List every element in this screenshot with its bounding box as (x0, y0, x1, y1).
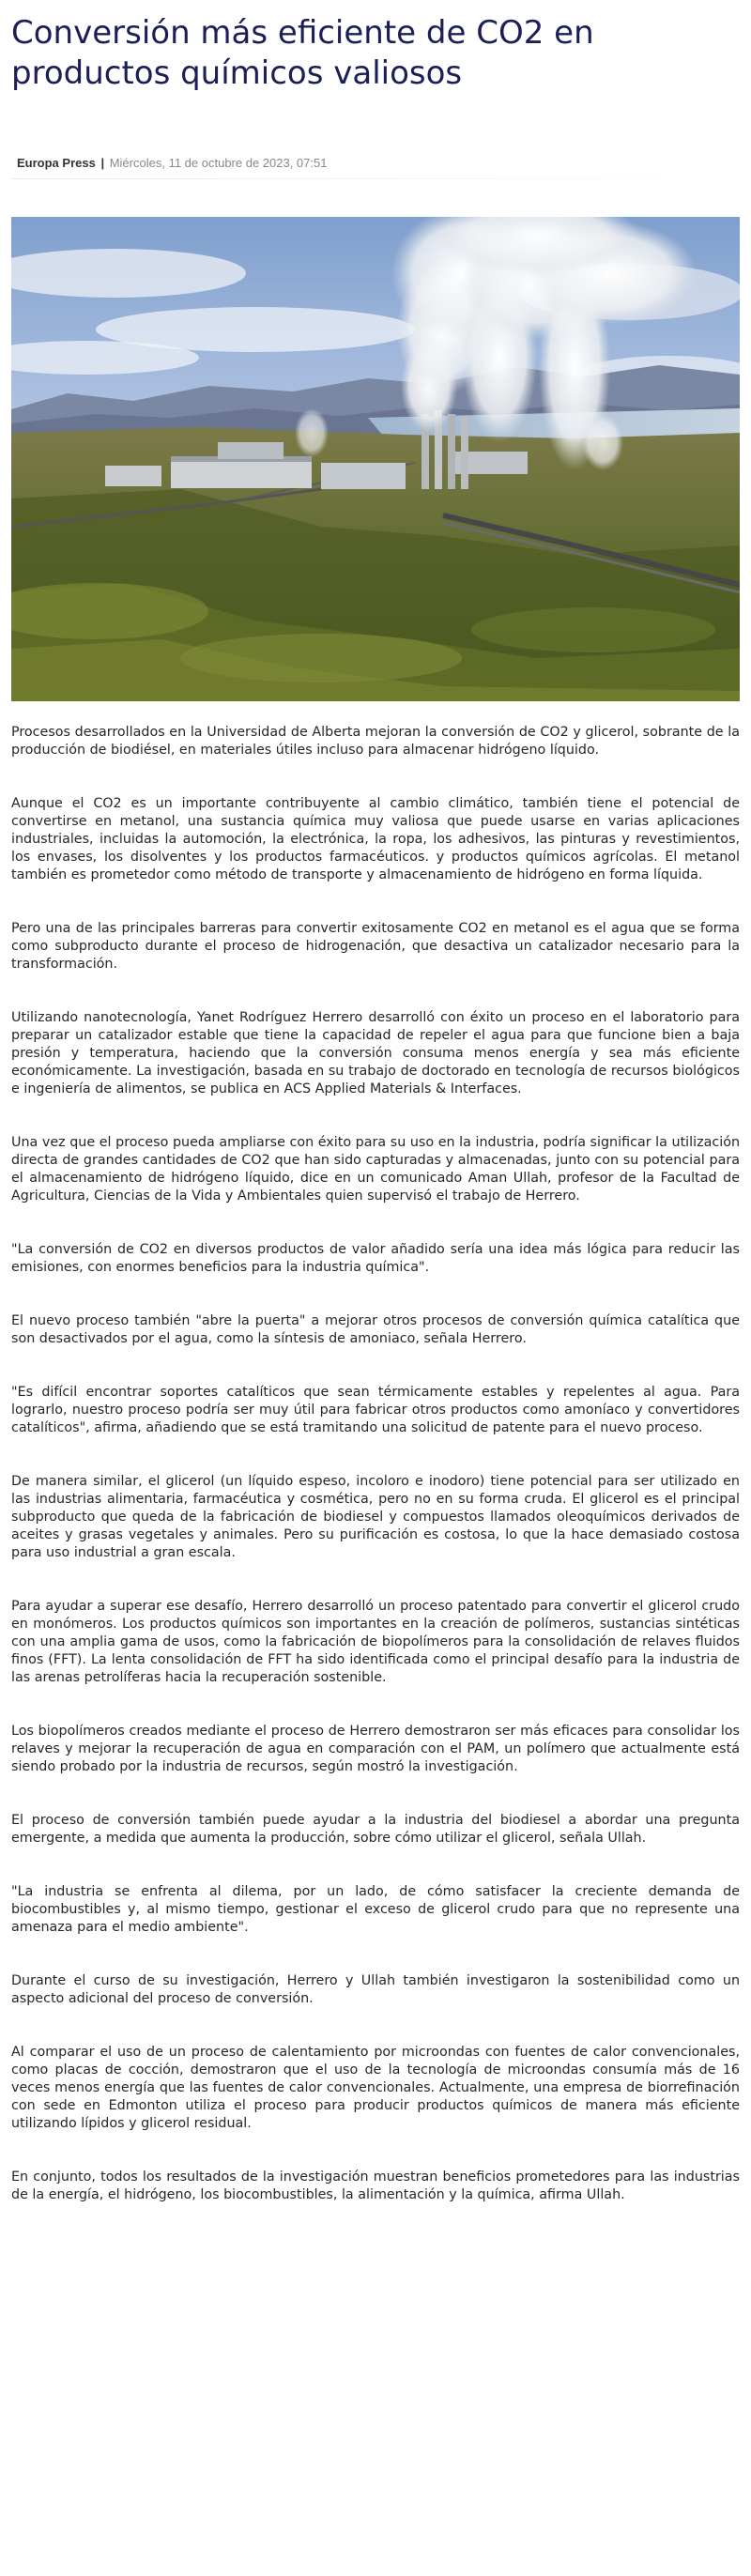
article-paragraph: El nuevo proceso también "abre la puerta" a mejorar otros procesos de conversión química catalítica que son desactivados por el agua, como la síntesis de amoniaco, señala Herrero. (11, 1313, 740, 1346)
geothermal-plant-photo (11, 217, 740, 701)
article-quote: "La conversión de CO2 en diversos productos de valor añadido sería una idea más lógica para reducir las emisiones, con enormes beneficios para la industria química". (11, 1242, 740, 1275)
article-paragraph: Al comparar el uso de un proceso de calentamiento por microondas con fuentes de calor convencionales, como placas de cocción, demostraron que el uso de la tecnología de microondas consumía más de 16 veces menos energía que las fuentes de calor convencionales. Actualmente, una empresa de biorrefinación con sede en Edmonton utiliza el proceso para producir productos químicos de manera más eficiente utilizando lípidos y glicerol residual. (11, 2045, 740, 2131)
article-quote: "Es difícil encontrar soportes catalíticos que sean térmicamente estables y repelentes al agua. Para lograrlo, nuestro proceso podría ser muy útil para fabricar otros productos como amoníaco y convertidores catalíticos", afirma, añadiendo que se está tramitando una solicitud de patente para el nuevo proceso. (11, 1385, 740, 1435)
article-paragraph: Procesos desarrollados en la Universidad de Alberta mejoran la conversión de CO2 y glicerol, sobrante de la producción de biodiésel, en materiales útiles incluso para almacenar hidrógeno líquido. (11, 725, 740, 758)
article-paragraph: Aunque el CO2 es un importante contribuyente al cambio climático, también tiene el potencial de convertirse en metanol, una sustancia química muy valiosa que puede usarse en varias aplicaciones industriales, incluidas la automoción, la electrónica, la ropa, los adhesivos, las pinturas y revestimientos, los envases, los disolventes y los productos farmacéuticos. y productos químicos agrícolas. El metanol también es prometedor como método de transporte y almacenamiento de hidrógeno en forma líquida. (11, 796, 740, 882)
article-paragraph: Para ayudar a superar ese desafío, Herrero desarrolló un proceso patentado para convertir el glicerol crudo en monómeros. Los productos químicos son importantes en la creación de polímeros, sustancias sintéticas con una amplia gama de usos, como la fabricación de biopolímeros para la consolidación de relaves fluidos finos (FFT). La lenta consolidación de FFT ha sido identificada como el principal desafío para la industria de las arenas petrolíferas hacia la recuperación sostenible. (11, 1599, 740, 1685)
byline-separator: | (100, 156, 105, 170)
article-title: Conversión más eficiente de CO2 en productos químicos valiosos (11, 14, 594, 92)
article-source[interactable]: Europa Press (17, 156, 96, 170)
article-hero-image (11, 217, 740, 701)
article-paragraph: Una vez que el proceso pueda ampliarse con éxito para su uso en la industria, podría significar la utilización directa de grandes cantidades de CO2 que han sido capturadas y almacenadas, junto con su potencial para el almacenamiento de hidrógeno líquido, dice en un comunicado Aman Ullah, profesor de la Facultad de Agricultura, Ciencias de la Vida y Ambientales quien supervisó el trabajo de Herrero. (11, 1135, 740, 1204)
article-byline (17, 156, 740, 175)
article-date: Miércoles, 11 de octubre de 2023, 07:51 (109, 156, 328, 170)
article-paragraph: Durante el curso de su investigación, Herrero y Ullah también investigaron la sostenibilidad como un aspecto adicional del proceso de conversión. (11, 1973, 740, 2006)
article-paragraph: Utilizando nanotecnología, Yanet Rodríguez Herrero desarrolló con éxito un proceso en el laboratorio para preparar un catalizador estable que tiene la capacidad de repeler el agua para que funcione bien a baja presión y temperatura, haciendo que la conversión consuma menos energía y sea más eficiente económicamente. La investigación, basada en su trabajo de doctorado en tecnología de recursos biológicos e ingeniería de alimentos, se publica en ACS Applied Materials & Interfaces. (11, 1010, 740, 1096)
article-paragraph: El proceso de conversión también puede ayudar a la industria del biodiesel a abordar una pregunta emergente, a medida que aumenta la producción, sobre cómo utilizar el glicerol, señala Ullah. (11, 1813, 740, 1846)
byline-divider (11, 178, 740, 179)
article-body (11, 724, 740, 2204)
article-paragraph: Los biopolímeros creados mediante el proceso de Herrero demostraron ser más eficaces para consolidar los relaves y mejorar la recuperación de agua en comparación con el PAM, un polímero que actualmente está siendo probado por la industria de recursos, según mostró la investigación. (11, 1724, 740, 1774)
article-quote: "La industria se enfrenta al dilema, por un lado, de cómo satisfacer la creciente demanda de biocombustibles y, al mismo tiempo, gestionar el exceso de glicerol crudo para que no represente una amenaza para el medio ambiente". (11, 1884, 740, 1935)
article-paragraph: De manera similar, el glicerol (un líquido espeso, incoloro e inodoro) tiene potencial para ser utilizado en las industrias alimentaria, farmacéutica y cosmética, pero no en su forma cruda. El glicerol es el principal subproducto que queda de la fabricación de biodiesel y compuestos llamados oleoquímicos derivados de aceites y grasas vegetales y animales. Pero su purificación es costosa, lo que la hace demasiado costosa para uso industrial a gran escala. (11, 1474, 740, 1560)
article-paragraph: Pero una de las principales barreras para convertir exitosamente CO2 en metanol es el agua que se forma como subproducto durante el proceso de hidrogenación, que desactiva un catalizador necesario para la transformación. (11, 921, 740, 972)
article-paragraph: En conjunto, todos los resultados de la investigación muestran beneficios prometedores para las industrias de la energía, el hidrógeno, los biocombustibles, la alimentación y la química, afirma Ullah. (11, 2170, 740, 2202)
